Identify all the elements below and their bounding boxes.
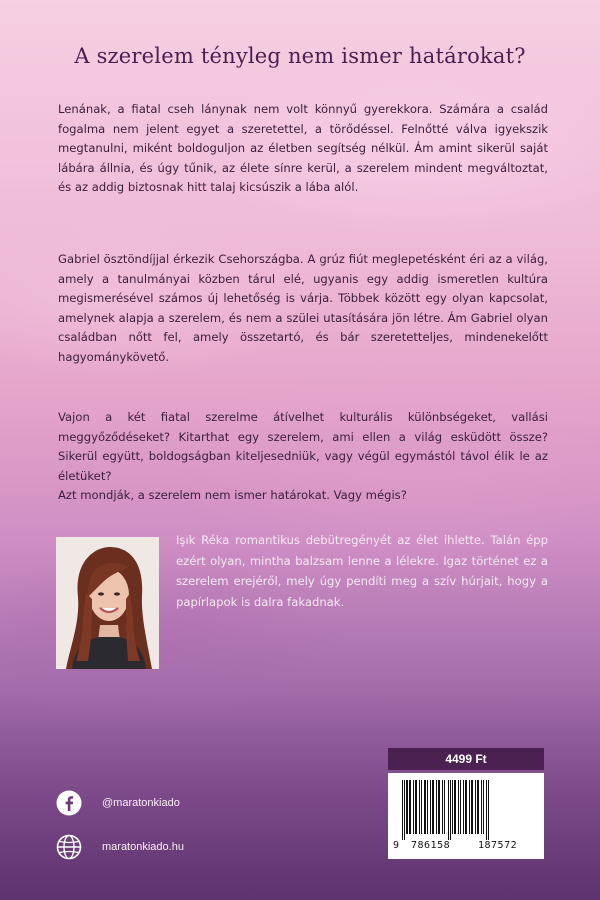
facebook-icon	[56, 790, 82, 816]
blurb-paragraph-3	[58, 408, 548, 506]
barcode-bars	[402, 780, 530, 840]
barcode-bar	[488, 780, 489, 840]
barcode-bar	[452, 780, 453, 834]
price-label: 4499 Ft	[388, 748, 544, 770]
website-link[interactable]	[56, 834, 184, 860]
barcode-bar	[477, 780, 479, 834]
author-bio: Işık Réka romantikus debütregényét az élet ihlette. Talán épp ezért olyan, mintha balzsam lenne a lélekre. Igaz történet ez a szerelem erejéről, mely úgy pendíti meg a szív húrjait, hogy a papírlapok is dalra fakadnak.	[176, 533, 548, 609]
facebook-link[interactable]	[56, 790, 180, 816]
blurb-closing-line: Azt mondják, a szerelem nem ismer határokat. Vagy mégis?	[58, 488, 407, 503]
globe-icon	[56, 834, 82, 860]
barcode-bar	[486, 780, 487, 840]
author-photo	[56, 537, 159, 669]
barcode-bar	[471, 780, 473, 834]
isbn-barcode	[388, 773, 544, 859]
barcode-bar	[483, 780, 484, 834]
barcode-first-digit: 9	[393, 840, 400, 851]
barcode-bar	[430, 780, 431, 834]
barcode-bar	[454, 780, 456, 834]
barcode-bar	[463, 780, 464, 834]
barcode-bar	[432, 780, 434, 834]
barcode-digits	[388, 840, 544, 854]
website-url: maratonkiado.hu	[102, 841, 184, 853]
barcode-bar	[402, 780, 403, 840]
barcode-bar	[465, 780, 467, 834]
barcode-bar	[427, 780, 428, 834]
barcode-bar	[406, 780, 408, 834]
barcode-bar	[413, 780, 414, 834]
barcode-left-group: 786158	[411, 840, 451, 851]
barcode-bar	[475, 780, 476, 834]
blurb-paragraph-2: Gabriel ösztöndíjjal érkezik Csehországba. A grúz fiút meglepetésként éri az a világ, amely a tanulmányai közben tárul elé, ugyanis egy addig ismeretlen kultúra megismerésével számos új lehetőség is várja. Többek között egy olyan kapcsolat, amelynek alapja a szerelem, és nem a szülei utasítására jön létre. Ám Gabriel olyan családban nőtt fel, amely összetartó, és bár szeretetteljes, mindenekelőtt hagyománykövető.	[58, 252, 548, 364]
facebook-handle: @maratonkiado	[102, 797, 180, 809]
blurb-questions: Vajon a két fiatal szerelme átívelhet kulturális különbségeket, vallási meggyőződéseket? Kitarthat egy szerelem, ami ellen a világ esküdött össze? Sikerül együtt, boldogságban kiteljesedniük, vagy végül egymástól távol élik le az életüket?	[58, 410, 548, 483]
barcode-bar	[415, 780, 417, 834]
barcode-bar	[424, 780, 426, 834]
barcode-bar	[438, 780, 440, 834]
barcode-bar	[436, 780, 437, 834]
barcode-bar	[409, 780, 411, 834]
barcode-right-group: 187572	[478, 840, 518, 851]
barcode-bar	[469, 780, 470, 834]
barcode-bar	[460, 780, 461, 834]
blurb-paragraph-1: Lenának, a fiatal cseh lánynak nem volt könnyű gyerekkora. Számára a család fogalma nem jelent egyet a szeretettel, a törődéssel. Felnőtté válva igyekszik megtanulni, miként boldoguljon az életben segítség nélkül. Ám amint sikerül saját lábára állnia, és úgy tűnik, az élete sínre kerül, a szerelem mindent megváltoztat, és az addig biztosnak hitt talaj kicsúszik a lába alól.	[58, 102, 548, 195]
cover-title: A szerelem tényleg nem ismer határokat?	[74, 44, 526, 68]
barcode-bar	[448, 780, 449, 840]
barcode-bar	[444, 780, 445, 834]
barcode-bar	[419, 780, 420, 834]
barcode-bar	[481, 780, 482, 834]
barcode-bar	[450, 780, 451, 840]
author-portrait-illustration	[56, 537, 159, 669]
barcode-bar	[442, 780, 443, 834]
barcode-bar	[421, 780, 422, 834]
barcode-bar	[404, 780, 405, 840]
barcode-bar	[458, 780, 459, 834]
